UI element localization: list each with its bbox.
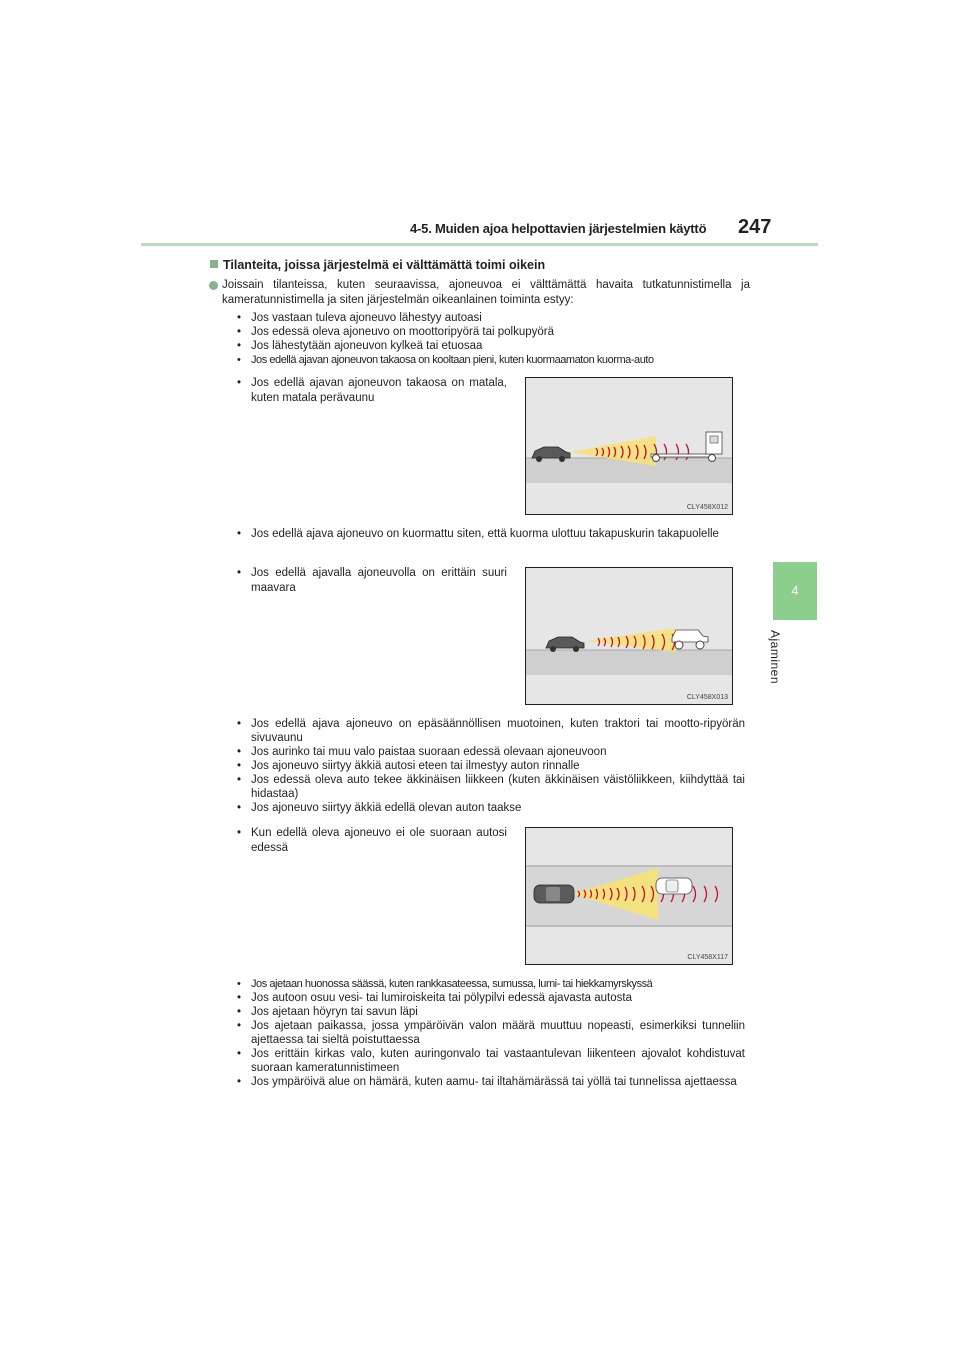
- list-item: • Jos edellä ajava ajoneuvo on epäsäännöllisen muotoinen, kuten traktori tai mootto-ripyörän sivuvaunu: [237, 717, 745, 745]
- list-item: • Jos edellä ajava ajoneuvo on kuormattu siten, että kuorma ulottuu takapuskurin takapuolelle: [237, 527, 745, 542]
- running-header-title: 4-5. Muiden ajoa helpottavien järjestelmien käyttö: [410, 221, 707, 236]
- intro-text: Joissain tilanteissa, kuten seuraavissa, ajoneuvoa ei välttämättä havaita tutkatunnistimella ja kameratunnistimella ja siten järjestelmän oikeanlainen toiminta estyy:: [222, 279, 750, 306]
- section-heading-text: Tilanteita, joissa järjestelmä ei välttämättä toimi oikein: [223, 258, 546, 272]
- chapter-label: Ajaminen: [768, 630, 782, 685]
- illustration-high-clearance: [526, 568, 732, 704]
- figure-code: CLY458X013: [686, 694, 728, 701]
- intro-paragraph: [222, 278, 750, 308]
- square-bullet-icon: [210, 260, 218, 268]
- condition-list-1: [237, 311, 745, 367]
- condition-list-4: [237, 977, 745, 1089]
- figure2-caption: [237, 566, 507, 596]
- list-item: • Jos vastaan tuleva ajoneuvo lähestyy autoasi: [237, 311, 745, 325]
- list-item: • Jos edellä ajavan ajoneuvon takaosa on matala, kuten matala perävaunu: [237, 376, 507, 406]
- figure1-caption: [237, 376, 507, 406]
- circle-bullet-icon: [209, 281, 218, 290]
- illustration-low-trailer: [526, 378, 732, 514]
- condition-list-3: [237, 717, 745, 815]
- list-item: • Jos ajetaan huonossa säässä, kuten rankkasateessa, sumussa, lumi- tai hiekkamyrskyssä: [237, 977, 745, 991]
- figure-code: CLY458X012: [686, 504, 728, 511]
- list-item: • Jos aurinko tai muu valo paistaa suoraan edessä olevaan ajoneuvoon: [237, 745, 745, 759]
- figure-low-trailer: [525, 377, 733, 515]
- list-item: • Jos edessä oleva ajoneuvo on moottoripyörä tai polkupyörä: [237, 325, 745, 339]
- page-number: 247: [738, 216, 772, 238]
- list-item: • Jos ympäröivä alue on hämärä, kuten aamu- tai iltahämärässä tai yöllä tai tunnelissa ajettaessa: [237, 1075, 745, 1089]
- list-item: • Jos edessä oleva auto tekee äkkinäisen liikkeen (kuten äkkinäisen väistöliikkeen, kiihdyttää tai hidastaa): [237, 773, 745, 801]
- list-item: • Jos edellä ajavalla ajoneuvolla on erittäin suuri maavara: [237, 566, 507, 596]
- section-heading: [210, 258, 545, 272]
- list-item: • Jos ajoneuvo siirtyy äkkiä autosi eteen tai ilmestyy auton rinnalle: [237, 759, 745, 773]
- header-rule: [141, 243, 818, 246]
- figure-high-clearance: [525, 567, 733, 705]
- list-item: • Kun edellä oleva ajoneuvo ei ole suoraan autosi edessä: [237, 826, 507, 856]
- illustration-offset-vehicle: [526, 828, 732, 964]
- list-item: • Jos lähestytään ajoneuvon kylkeä tai etuosaa: [237, 339, 745, 353]
- list-item: • Jos ajetaan höyryn tai savun läpi: [237, 1005, 745, 1019]
- list-item: • Jos erittäin kirkas valo, kuten auringonvalo tai vastaantulevan liikenteen ajovalot kohdistuvat suoraan kameratunnistimeen: [237, 1047, 745, 1075]
- figure3-caption: [237, 826, 507, 856]
- condition-list-2: [237, 527, 745, 542]
- list-item: • Jos edellä ajavan ajoneuvon takaosa on kooltaan pieni, kuten kuormaamaton kuorma-auto: [237, 353, 745, 367]
- figure-offset-vehicle: [525, 827, 733, 965]
- list-item: • Jos ajetaan paikassa, jossa ympäröivän valon määrä muuttuu nopeasti, esimerkiksi tunneliin ajettaessa tai sieltä poistuttaessa: [237, 1019, 745, 1047]
- chapter-tab: 4: [773, 562, 817, 620]
- figure-code: CLY458X117: [687, 954, 728, 961]
- list-item: • Jos ajoneuvo siirtyy äkkiä edellä olevan auton taakse: [237, 801, 745, 815]
- list-item: • Jos autoon osuu vesi- tai lumiroiskeita tai pölypilvi edessä ajavasta autosta: [237, 991, 745, 1005]
